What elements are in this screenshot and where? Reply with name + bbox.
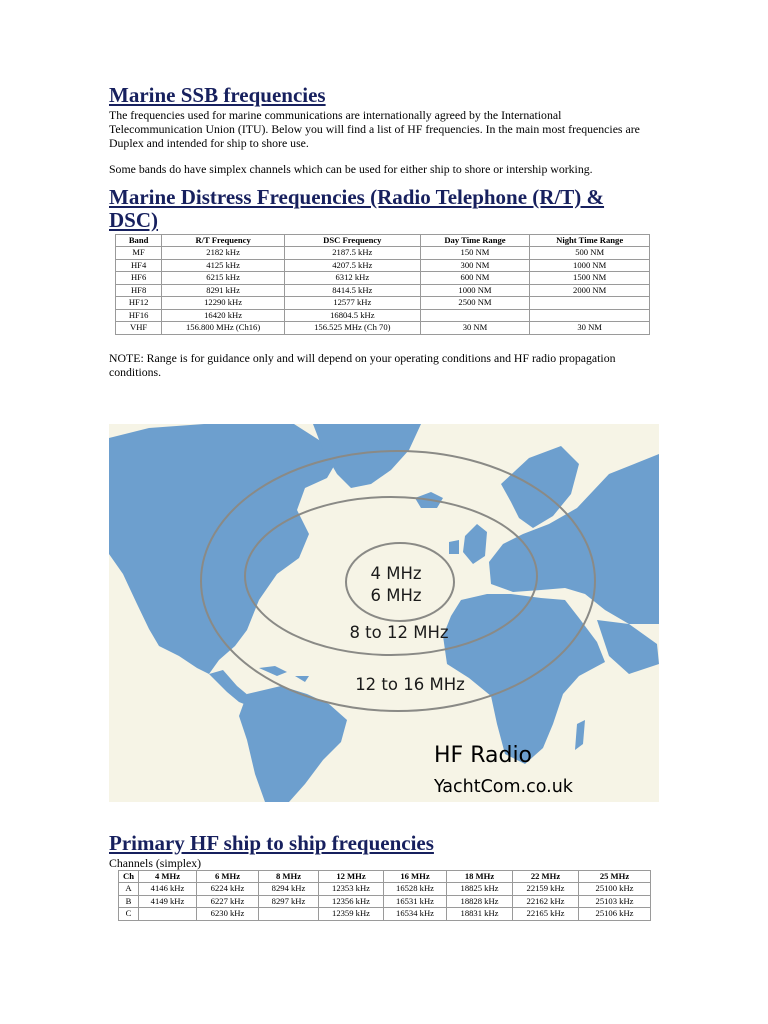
table-cell: 22162 kHz <box>513 895 579 908</box>
table-cell: 12353 kHz <box>319 883 384 896</box>
table-row <box>116 322 650 335</box>
table-row <box>119 883 651 896</box>
table-cell: 16804.5 kHz <box>284 309 420 322</box>
header-cell: 22 MHz <box>513 870 579 883</box>
table-cell: 2187.5 kHz <box>284 247 420 260</box>
table-cell: C <box>119 908 139 921</box>
table-cell: 6215 kHz <box>162 272 285 285</box>
simplex-paragraph: Some bands do have simplex channels which can be used for either ship to shore or intership working. <box>109 161 593 176</box>
table-cell: 4207.5 kHz <box>284 259 420 272</box>
header-cell: 18 MHz <box>447 870 513 883</box>
intro-section <box>109 84 654 379</box>
intro-paragraph: The frequencies used for marine communications are internationally agreed by the International Telecommunication Union (ITU). Below you will find a list of HF frequencies. In the main most frequencies are Duplex and intended for ship to shore use. <box>109 107 640 150</box>
ship-to-ship-title: Primary HF ship to ship frequencies <box>109 831 434 855</box>
table-cell: 12290 kHz <box>162 297 285 310</box>
table-cell: 30 NM <box>530 322 650 335</box>
table-cell: 18828 kHz <box>447 895 513 908</box>
table-cell: 18825 kHz <box>447 883 513 896</box>
table-cell: 30 NM <box>420 322 530 335</box>
table-cell: 6227 kHz <box>197 895 259 908</box>
ring-label-8-12mhz: 8 to 12 MHz <box>349 623 449 642</box>
channels-subtitle: Channels (simplex) <box>109 855 202 870</box>
header-cell: Ch <box>119 870 139 883</box>
ring-label-4mhz: 4 MHz <box>370 564 422 583</box>
header-cell: 4 MHz <box>139 870 197 883</box>
table-row <box>116 272 650 285</box>
header-cell: DSC Frequency <box>284 234 420 247</box>
header-cell: 6 MHz <box>197 870 259 883</box>
map-caption-title: HF Radio <box>434 743 533 768</box>
header-cell: 25 MHz <box>579 870 651 883</box>
table-cell: 4125 kHz <box>162 259 285 272</box>
table-cell: 1000 NM <box>420 284 530 297</box>
distress-title: Marine Distress Frequencies (Radio Telephone (R/T) & DSC) <box>109 184 605 233</box>
table-cell: MF <box>116 247 162 260</box>
table-cell: HF12 <box>116 297 162 310</box>
table-cell: VHF <box>116 322 162 335</box>
table-cell: 22159 kHz <box>513 883 579 896</box>
table-cell: 6312 kHz <box>284 272 420 285</box>
table-cell <box>530 309 650 322</box>
table-cell <box>420 309 530 322</box>
table-cell: 8291 kHz <box>162 284 285 297</box>
table-row <box>119 895 651 908</box>
distress-header-row <box>116 234 650 247</box>
range-note: NOTE: Range is for guidance only and will depend on your operating conditions and HF radio propagation conditions. <box>109 350 616 379</box>
header-cell: 16 MHz <box>384 870 447 883</box>
table-cell <box>139 908 197 921</box>
table-cell: 2000 NM <box>530 284 650 297</box>
table-cell: 6230 kHz <box>197 908 259 921</box>
table-cell: HF16 <box>116 309 162 322</box>
table-cell: 4146 kHz <box>139 883 197 896</box>
table-cell: 156.525 MHz (Ch 70) <box>284 322 420 335</box>
table-cell: 22165 kHz <box>513 908 579 921</box>
header-cell: Night Time Range <box>530 234 650 247</box>
map-caption-site: YachtCom.co.uk <box>434 777 573 797</box>
map-image <box>109 424 659 802</box>
table-row <box>116 284 650 297</box>
table-row <box>116 259 650 272</box>
table-cell: 4149 kHz <box>139 895 197 908</box>
table-cell: 25103 kHz <box>579 895 651 908</box>
table-cell: 16420 kHz <box>162 309 285 322</box>
table-cell: 156.800 MHz (Ch16) <box>162 322 285 335</box>
table-cell: 8294 kHz <box>259 883 319 896</box>
table-cell: 300 NM <box>420 259 530 272</box>
table-cell: 6224 kHz <box>197 883 259 896</box>
table-cell: 2500 NM <box>420 297 530 310</box>
table-cell: 12359 kHz <box>319 908 384 921</box>
header-cell: 12 MHz <box>319 870 384 883</box>
table-cell: 16528 kHz <box>384 883 447 896</box>
table-cell: 1500 NM <box>530 272 650 285</box>
ring-label-6mhz: 6 MHz <box>370 586 422 605</box>
table-cell: 500 NM <box>530 247 650 260</box>
ship-to-ship-table <box>118 870 651 921</box>
header-cell: R/T Frequency <box>162 234 285 247</box>
table-cell: 8297 kHz <box>259 895 319 908</box>
table-cell: 2182 kHz <box>162 247 285 260</box>
table-cell: 150 NM <box>420 247 530 260</box>
table-cell: 12356 kHz <box>319 895 384 908</box>
table-cell: 25100 kHz <box>579 883 651 896</box>
table-cell: 18831 kHz <box>447 908 513 921</box>
table-cell: HF8 <box>116 284 162 297</box>
table-cell: 16531 kHz <box>384 895 447 908</box>
hf-range-map <box>109 424 659 802</box>
header-cell: Band <box>116 234 162 247</box>
table-cell: HF4 <box>116 259 162 272</box>
table-cell: A <box>119 883 139 896</box>
header-cell: Day Time Range <box>420 234 530 247</box>
ship-header-row <box>119 870 651 883</box>
table-cell: 12577 kHz <box>284 297 420 310</box>
ring-label-12-16mhz: 12 to 16 MHz <box>355 675 465 694</box>
page-title: Marine SSB frequencies <box>109 83 326 107</box>
table-cell: 600 NM <box>420 272 530 285</box>
table-cell: 1000 NM <box>530 259 650 272</box>
table-row <box>119 908 651 921</box>
header-cell: 8 MHz <box>259 870 319 883</box>
table-cell <box>259 908 319 921</box>
table-cell <box>530 297 650 310</box>
ship-to-ship-section <box>109 832 654 921</box>
table-row <box>116 309 650 322</box>
table-cell: HF6 <box>116 272 162 285</box>
distress-table <box>115 234 650 335</box>
table-cell: 8414.5 kHz <box>284 284 420 297</box>
table-cell: 16534 kHz <box>384 908 447 921</box>
table-row <box>116 297 650 310</box>
table-cell: B <box>119 895 139 908</box>
table-cell: 25106 kHz <box>579 908 651 921</box>
table-row <box>116 247 650 260</box>
